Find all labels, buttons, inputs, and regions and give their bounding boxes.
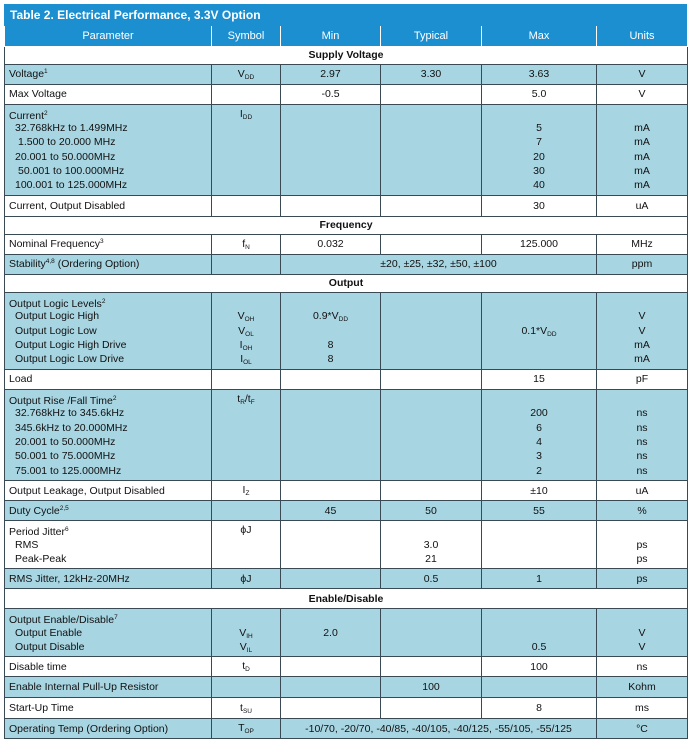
typ-cell: [381, 369, 482, 389]
table-row-rise-fall: [5, 389, 688, 480]
table-row-duty-cycle: [5, 501, 688, 521]
min-cell: [281, 698, 381, 719]
symbol-cell: [212, 677, 281, 698]
symbol-cell: $f_N$: [212, 234, 281, 254]
param-cell: Nominal Frequency$^3$: [5, 234, 212, 254]
min-cell: 2.97: [281, 64, 381, 84]
min-cell: 0.032: [281, 234, 381, 254]
section-row-frequency: [5, 216, 688, 234]
min-cell: [281, 569, 381, 589]
section-title: Frequency: [5, 216, 688, 234]
symbol-cell: [212, 195, 281, 216]
typ-cell: 100: [381, 677, 482, 698]
table-row-disable-time: [5, 657, 688, 677]
unit-cell: uA: [597, 481, 688, 501]
unit-cell: pF: [597, 369, 688, 389]
max-cell: 100: [482, 657, 597, 677]
param-cell: Stability$^{4,8}$ (Ordering Option): [5, 254, 212, 274]
max-cell: 3.63: [482, 64, 597, 84]
typ-cell: [381, 609, 482, 657]
typ-cell: [381, 657, 482, 677]
min-cell: 2.0: [281, 609, 381, 657]
min-cell: [281, 104, 381, 195]
max-cell: 125.000: [482, 234, 597, 254]
param-cell: Output Logic Levels$^2$ Output Logic High Output Logic Low Output Logic High Drive Output Logic Low Drive: [5, 292, 212, 369]
typ-cell: [381, 292, 482, 369]
unit-cell: ms: [597, 698, 688, 719]
table-row-current-disabled: [5, 195, 688, 216]
table-row-operating-temp: [5, 719, 688, 739]
table-row-period-jitter: [5, 521, 688, 569]
table-title: Table 2. Electrical Performance, 3.3V Option: [4, 4, 687, 26]
min-cell: [281, 369, 381, 389]
param-cell: Voltage$^1$: [5, 64, 212, 84]
unit-cell: MHz: [597, 234, 688, 254]
max-cell: 5 7 20 30 40: [482, 104, 597, 195]
unit-cell: V V: [597, 609, 688, 657]
header-row: [5, 26, 688, 46]
symbol-cell: ϕJ: [212, 521, 281, 569]
max-cell: 55: [482, 501, 597, 521]
table-row-load: [5, 369, 688, 389]
min-cell: [281, 657, 381, 677]
min-cell: [281, 195, 381, 216]
typ-cell: [381, 84, 482, 104]
typ-cell: [381, 389, 482, 480]
col-header-max: Max: [482, 26, 597, 46]
symbol-cell: $t_R/t_F$: [212, 389, 281, 480]
max-cell: 30: [482, 195, 597, 216]
value-span-cell: -10/70, -20/70, -40/85, -40/105, -40/125, -55/105, -55/125: [281, 719, 597, 739]
max-cell: [482, 521, 597, 569]
unit-cell: V: [597, 64, 688, 84]
param-cell: Current$^2$ 32.768kHz to 1.499MHz 1.500 to 20.000 MHz 20.001 to 50.000MHz 50.001 to 100.000MHz 100.001 to 125.000MHz: [5, 104, 212, 195]
section-row-output: [5, 274, 688, 292]
value-span-cell: ±20, ±25, ±32, ±50, ±100: [281, 254, 597, 274]
unit-cell: uA: [597, 195, 688, 216]
symbol-cell: $V_{IH}$ $V_{IL}$: [212, 609, 281, 657]
typ-cell: [381, 481, 482, 501]
table-row-leakage: [5, 481, 688, 501]
max-cell: 5.0: [482, 84, 597, 104]
symbol-cell: $V_{OH}$ $V_{OL}$ $I_{OH}$ $I_{OL}$: [212, 292, 281, 369]
max-cell: $0.1*V_{DD}$: [482, 292, 597, 369]
param-cell: Period Jitter$^6$ RMS Peak-Peak: [5, 521, 212, 569]
unit-cell: ps ps: [597, 521, 688, 569]
symbol-cell: $I_Z$: [212, 481, 281, 501]
param-cell: Output Leakage, Output Disabled: [5, 481, 212, 501]
max-cell: [482, 677, 597, 698]
typ-cell: 0.5: [381, 569, 482, 589]
min-cell: 45: [281, 501, 381, 521]
symbol-cell: $V_{DD}$: [212, 64, 281, 84]
symbol-cell: [212, 501, 281, 521]
col-header-symbol: Symbol: [212, 26, 281, 46]
symbol-cell: [212, 369, 281, 389]
unit-cell: Kohm: [597, 677, 688, 698]
section-title: Supply Voltage: [5, 46, 688, 64]
col-header-typical: Typical: [381, 26, 482, 46]
unit-cell: °C: [597, 719, 688, 739]
section-row-supply: [5, 46, 688, 64]
symbol-cell: $t_{SU}$: [212, 698, 281, 719]
unit-cell: ps: [597, 569, 688, 589]
max-cell: 8: [482, 698, 597, 719]
symbol-cell: ϕJ: [212, 569, 281, 589]
col-header-parameter: Parameter: [5, 26, 212, 46]
param-cell: RMS Jitter, 12kHz-20MHz: [5, 569, 212, 589]
symbol-cell: [212, 254, 281, 274]
max-cell: 200 6 4 3 2: [482, 389, 597, 480]
typ-cell: [381, 234, 482, 254]
unit-cell: V: [597, 84, 688, 104]
param-cell: Current, Output Disabled: [5, 195, 212, 216]
section-row-enable: [5, 589, 688, 609]
symbol-cell: $T_{OP}$: [212, 719, 281, 739]
electrical-performance-table-container: [4, 4, 687, 739]
typ-cell: [381, 698, 482, 719]
table-row-current: [5, 104, 688, 195]
electrical-performance-table: [4, 26, 688, 739]
symbol-cell: $t_D$: [212, 657, 281, 677]
symbol-cell: [212, 84, 281, 104]
min-cell: [281, 389, 381, 480]
unit-cell: ns: [597, 657, 688, 677]
table-row-rms-jitter: [5, 569, 688, 589]
min-cell: -0.5: [281, 84, 381, 104]
typ-cell: 3.30: [381, 64, 482, 84]
param-cell: Duty Cycle$^{2,5}$: [5, 501, 212, 521]
min-cell: [281, 677, 381, 698]
unit-cell: ns ns ns ns ns: [597, 389, 688, 480]
max-cell: 15: [482, 369, 597, 389]
section-title: Output: [5, 274, 688, 292]
param-cell: Disable time: [5, 657, 212, 677]
col-header-min: Min: [281, 26, 381, 46]
table-row-output-enable: [5, 609, 688, 657]
col-header-units: Units: [597, 26, 688, 46]
param-cell: Output Enable/Disable$^7$ Output Enable Output Disable: [5, 609, 212, 657]
min-cell: $0.9*V_{DD}$ 8 8: [281, 292, 381, 369]
table-row-stability: [5, 254, 688, 274]
unit-cell: V V mA mA: [597, 292, 688, 369]
typ-cell: 3.0 21: [381, 521, 482, 569]
table-row-pullup: [5, 677, 688, 698]
param-cell: Load: [5, 369, 212, 389]
symbol-cell: $I_{DD}$: [212, 104, 281, 195]
param-cell: Enable Internal Pull-Up Resistor: [5, 677, 212, 698]
typ-cell: [381, 195, 482, 216]
typ-cell: 50: [381, 501, 482, 521]
typ-cell: [381, 104, 482, 195]
table-row-nominal-frequency: [5, 234, 688, 254]
section-title: Enable/Disable: [5, 589, 688, 609]
max-cell: ±10: [482, 481, 597, 501]
max-cell: 0.5: [482, 609, 597, 657]
table-row-logic-levels: [5, 292, 688, 369]
param-cell: Output Rise /Fall Time$^2$ 32.768kHz to 345.6kHz 345.6kHz to 20.000MHz 20.001 to 50.000MHz 50.001 to 75.000MHz 75.001 to 125.000MHz: [5, 389, 212, 480]
min-cell: [281, 521, 381, 569]
param-cell: Start-Up Time: [5, 698, 212, 719]
param-cell: Max Voltage: [5, 84, 212, 104]
table-row-voltage: [5, 64, 688, 84]
min-cell: [281, 481, 381, 501]
table-row-startup: [5, 698, 688, 719]
param-cell: Operating Temp (Ordering Option): [5, 719, 212, 739]
table-row-max-voltage: [5, 84, 688, 104]
max-cell: 1: [482, 569, 597, 589]
unit-cell: ppm: [597, 254, 688, 274]
unit-cell: mA mA mA mA mA: [597, 104, 688, 195]
unit-cell: %: [597, 501, 688, 521]
